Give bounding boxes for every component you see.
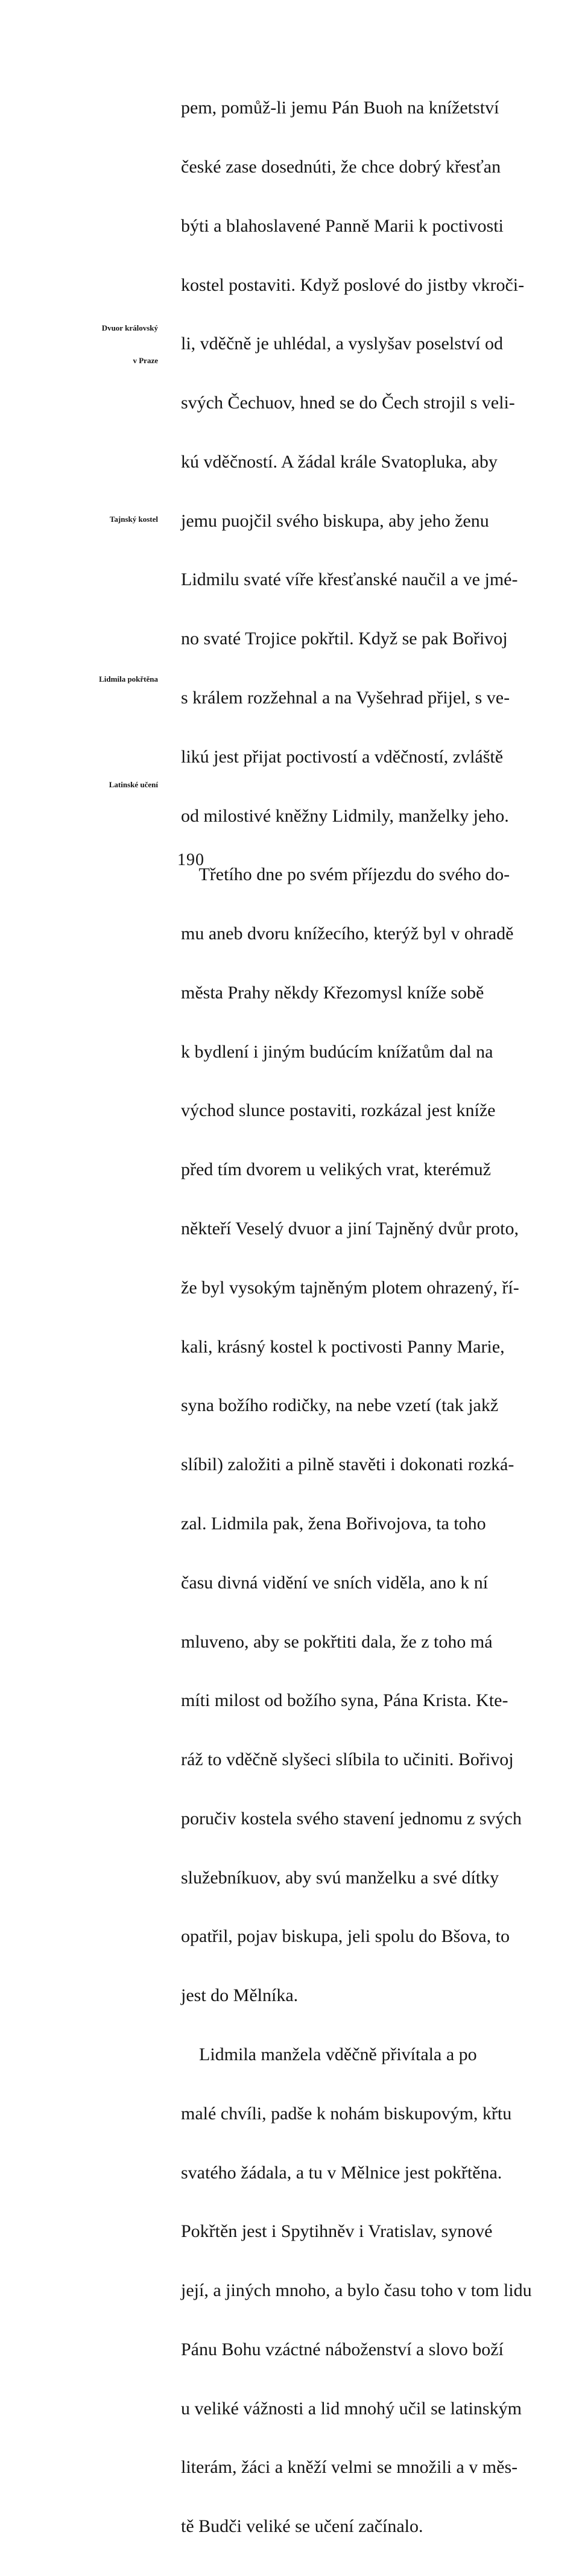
text-line: ráž to vděčně slyšeci slíbila to učiniti. Bořivoj	[181, 1750, 514, 1770]
text-line: Lidmilu svaté víře křesťanské naučil a ve jmé-	[181, 569, 518, 590]
text-line: k bydlení i jiným budúcím knížatům dal na	[181, 1041, 493, 1062]
text-line: míti milost od božího syna, Pána Krista. Kte-	[181, 1690, 508, 1711]
text-line: u veliké vážnosti a lid mnohý učil se latinským	[181, 2398, 522, 2419]
text-line: od milostivé kněžny Lidmily, manželky jeho.	[181, 805, 509, 826]
text-line: no svaté Trojice pokřtil. Když se pak Bořivoj	[181, 629, 508, 649]
margin-note-line: Latinské učení	[109, 780, 158, 789]
text-line: Třetího dne po svém příjezdu do svého do-	[181, 864, 510, 885]
text-line: že byl vysokým tajněným plotem ohrazený, ří-	[181, 1277, 519, 1298]
text-line: svých Čechuov, hned se do Čech strojil s veli-	[181, 393, 515, 413]
text-line: východ slunce postaviti, rozkázal jest kníže	[181, 1100, 496, 1121]
text-line: malé chvíli, padše k nohám biskupovým, křtu	[181, 2103, 512, 2124]
text-line: kú vděčností. A žádal krále Svatopluka, aby	[181, 451, 498, 472]
text-line: býti a blahoslavené Panně Marii k poctivosti	[181, 215, 504, 236]
text-line: Lidmila manžela vděčně přivítala a po	[181, 2044, 477, 2064]
text-line: Pánu Bohu vzáctné náboženství a slovo boží	[181, 2339, 504, 2359]
margin-note-line: Tajnský kostel	[109, 515, 158, 524]
text-line: li, vděčně je uhlédal, a vyslyšav poselství od	[181, 334, 504, 354]
margin-note-latin-learning	[109, 758, 158, 812]
text-line: pem, pomůž-li jemu Pán Buoh na knížetství	[181, 98, 499, 118]
text-line: s králem rozžehnal a na Vyšehrad přijel, s ve-	[181, 688, 510, 708]
margin-note-line: Dvuor královský	[101, 323, 158, 332]
text-line: mluveno, aby se pokřtiti dala, že z toho má	[181, 1631, 493, 1652]
text-line: tě Budči veliké se učení začínalo.	[181, 2516, 423, 2537]
margin-note-baptism	[99, 652, 158, 706]
margin-note-church	[110, 492, 158, 547]
text-line: svatého žádala, a tu v Mělnice jest pokřtěna.	[181, 2162, 502, 2183]
text-line: Pokřtěn jest i Spytihněv i Vratislav, synové	[181, 2221, 493, 2242]
margin-note-line: Lidmila pokřtěna	[99, 674, 158, 684]
page-number: 190	[177, 851, 204, 869]
text-line: času divná vidění ve sních viděla, ano k ní	[181, 1572, 489, 1593]
text-line: slíbil) založiti a pilně stavěti i dokonati rozká-	[181, 1455, 514, 1475]
main-text-block	[181, 59, 542, 2576]
text-line: syna božího rodičky, na nebe vzetí (tak jakž	[181, 1395, 499, 1416]
text-line: literám, žáci a kněží velmi se množili a v měs-	[181, 2457, 518, 2478]
text-line: zal. Lidmila pak, žena Bořivojova, ta toho	[181, 1513, 486, 1534]
text-line: někteří Veselý dvuor a jiní Tajněný dvůr proto,	[181, 1219, 519, 1239]
text-line: jest do Mělníka.	[181, 1985, 299, 2006]
text-line: kostel postaviti. Když poslové do jistby vkroči-	[181, 274, 525, 295]
text-line: poručiv kostela svého stavení jednomu z svých	[181, 1808, 522, 1829]
text-line: jemu puojčil svého biskupa, aby jeho ženu	[181, 510, 489, 531]
margin-note-royal-court	[102, 301, 158, 388]
margin-note-line: v Praze	[133, 356, 158, 365]
text-line: likú jest přijat poctivostí a vděčností, zvláště	[181, 746, 504, 767]
text-line: města Prahy někdy Křezomysl kníže sobě	[181, 982, 484, 1003]
text-line: české zase dosednúti, že chce dobrý křesťan	[181, 156, 501, 177]
text-line: mu aneb dvoru knížecího, kterýž byl v ohradě	[181, 924, 514, 944]
text-line: před tím dvorem u velikých vrat, kterémuž	[181, 1160, 491, 1180]
text-line: služebníkuov, aby svú manželku a své dítky	[181, 1867, 499, 1888]
text-line: její, a jiných mnoho, a bylo času toho v tom lidu	[181, 2280, 532, 2301]
text-line: kali, krásný kostel k poctivosti Panny Marie,	[181, 1336, 505, 1357]
text-line: opatřil, pojav biskupa, jeli spolu do Bšova, to	[181, 1926, 510, 1947]
